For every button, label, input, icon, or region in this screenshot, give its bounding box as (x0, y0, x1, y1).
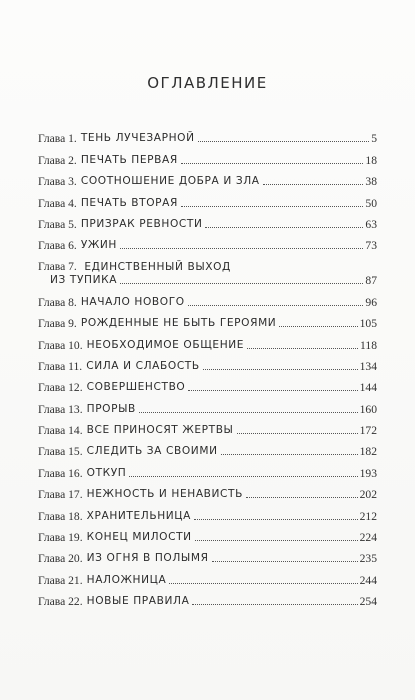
toc-entry (38, 145, 377, 166)
toc-entry (38, 373, 377, 394)
dot-leader (247, 347, 358, 349)
toc-entry (38, 437, 377, 458)
chapter-number: Глава 1. (38, 132, 77, 146)
page-number: 254 (359, 595, 377, 609)
chapter-number: Глава 8. (38, 295, 77, 309)
page-number: 224 (359, 531, 377, 545)
dot-leader (237, 432, 358, 434)
toc-entry (38, 252, 377, 287)
chapter-number: Глава 12. (38, 381, 83, 395)
dot-leader (188, 304, 364, 306)
toc-entry (38, 458, 377, 479)
chapter-number: Глава 13. (38, 402, 83, 416)
page-number: 118 (360, 338, 377, 352)
dot-leader (181, 205, 363, 207)
chapter-number: Глава 16. (38, 466, 83, 480)
page-number: 18 (365, 153, 377, 167)
chapter-number: Глава 19. (38, 531, 83, 545)
chapter-title: НОВЫЕ ПРАВИЛА (86, 595, 190, 608)
chapter-title: СИЛА И СЛАБОСТЬ (86, 359, 200, 372)
chapter-title: УЖИН (80, 239, 117, 252)
page-number: 172 (359, 424, 377, 438)
toc-entry (38, 480, 377, 501)
chapter-title: СОВЕРШЕНСТВО (86, 381, 186, 394)
chapter-number: Глава 4. (38, 196, 77, 210)
chapter-title: СЛЕДИТЬ ЗА СВОИМИ (86, 445, 218, 458)
chapter-number: Глава 2. (38, 153, 77, 167)
toc-entry (38, 416, 377, 437)
page-number: 134 (359, 359, 377, 373)
page-number: 96 (365, 295, 377, 309)
dot-leader (203, 368, 358, 370)
toc-entry (38, 587, 377, 608)
chapter-title: НЕЖНОСТЬ И НЕНАВИСТЬ (86, 488, 243, 501)
chapter-title: КОНЕЦ МИЛОСТИ (86, 531, 192, 544)
chapter-title: ПРОРЫВ (86, 402, 136, 415)
page-number: 5 (371, 132, 377, 146)
entry-second-line (38, 274, 377, 287)
page-number: 160 (359, 402, 377, 416)
dot-leader (246, 496, 358, 498)
dot-leader (139, 411, 358, 413)
chapter-title-continued: ИЗ ТУПИКА (50, 274, 118, 287)
dot-leader (195, 539, 358, 541)
chapter-title: НЕОБХОДИМОЕ ОБЩЕНИЕ (86, 338, 245, 351)
chapter-title: ПРИЗРАК РЕВНОСТИ (80, 217, 203, 230)
chapter-title: ИЗ ОГНЯ В ПОЛЫМЯ (86, 552, 209, 565)
page-number: 212 (359, 509, 377, 523)
chapter-number: Глава 5. (38, 217, 77, 231)
page-number: 87 (365, 274, 377, 288)
chapter-number: Глава 6. (38, 239, 77, 253)
entry-title-block (38, 252, 377, 287)
toc-entry (38, 544, 377, 565)
toc-entry (38, 352, 377, 373)
page-number: 193 (359, 466, 377, 480)
dot-leader (205, 226, 363, 228)
chapter-title: ПЕЧАТЬ ПЕРВАЯ (80, 153, 178, 166)
dot-leader (129, 475, 357, 477)
chapter-title: РОЖДЕННЫЕ НЕ БЫТЬ ГЕРОЯМИ (80, 317, 277, 330)
page-number: 73 (365, 239, 377, 253)
page-title: ОГЛАВЛЕНИЕ (147, 74, 268, 92)
page-number: 244 (359, 573, 377, 587)
toc-entry (38, 188, 377, 209)
page-number: 144 (359, 381, 377, 395)
dot-leader (120, 282, 363, 284)
toc-entry (38, 523, 377, 544)
toc-entry (38, 394, 377, 415)
chapter-number: Глава 3. (38, 175, 77, 189)
page-number: 202 (359, 488, 377, 502)
page-number: 50 (365, 196, 377, 210)
chapter-number: Глава 22. (38, 595, 83, 609)
dot-leader (181, 162, 364, 164)
chapter-number: Глава 15. (38, 445, 83, 459)
dot-leader (188, 389, 357, 391)
chapter-title: ЕДИНСТВЕННЫЙ ВЫХОД (84, 261, 231, 274)
chapter-number: Глава 17. (38, 488, 83, 502)
toc-entry (38, 287, 377, 308)
dot-leader (263, 183, 364, 185)
dot-leader (212, 560, 358, 562)
toc-entry (38, 501, 377, 522)
toc-entry (38, 124, 377, 145)
chapter-number: Глава 18. (38, 509, 83, 523)
dot-leader (198, 140, 370, 142)
chapter-title: СООТНОШЕНИЕ ДОБРА И ЗЛА (80, 175, 260, 188)
dot-leader (120, 247, 363, 249)
toc-entry (38, 167, 377, 188)
toc-entry (38, 309, 377, 330)
chapter-title: ОТКУП (86, 466, 127, 479)
dot-leader (194, 518, 358, 520)
page-number: 182 (359, 445, 377, 459)
page-number: 38 (365, 175, 377, 189)
dot-leader (192, 603, 357, 605)
chapter-number: Глава 11. (38, 359, 83, 373)
dot-leader (279, 325, 357, 327)
chapter-number: Глава 21. (38, 573, 83, 587)
dot-leader (221, 453, 358, 455)
chapter-title: ТЕНЬ ЛУЧЕЗАРНОЙ (80, 132, 195, 145)
page-number: 63 (365, 217, 377, 231)
chapter-number: Глава 14. (38, 424, 83, 438)
page-number: 105 (359, 317, 377, 331)
chapter-title: ПЕЧАТЬ ВТОРАЯ (80, 196, 178, 209)
toc-entry (38, 565, 377, 586)
chapter-title: ХРАНИТЕЛЬНИЦА (86, 509, 191, 522)
table-of-contents (38, 124, 377, 608)
toc-entry (38, 330, 377, 351)
chapter-number: Глава 7. (38, 260, 77, 274)
entry-first-line (38, 260, 377, 274)
chapter-title: НАЧАЛО НОВОГО (80, 295, 185, 308)
dot-leader (169, 582, 357, 584)
chapter-number: Глава 9. (38, 317, 77, 331)
toc-entry (38, 210, 377, 231)
chapter-number: Глава 20. (38, 552, 83, 566)
chapter-title: ВСЕ ПРИНОСЯТ ЖЕРТВЫ (86, 424, 234, 437)
page-number: 235 (359, 552, 377, 566)
toc-entry (38, 231, 377, 252)
chapter-title: НАЛОЖНИЦА (86, 573, 167, 586)
chapter-number: Глава 10. (38, 338, 83, 352)
